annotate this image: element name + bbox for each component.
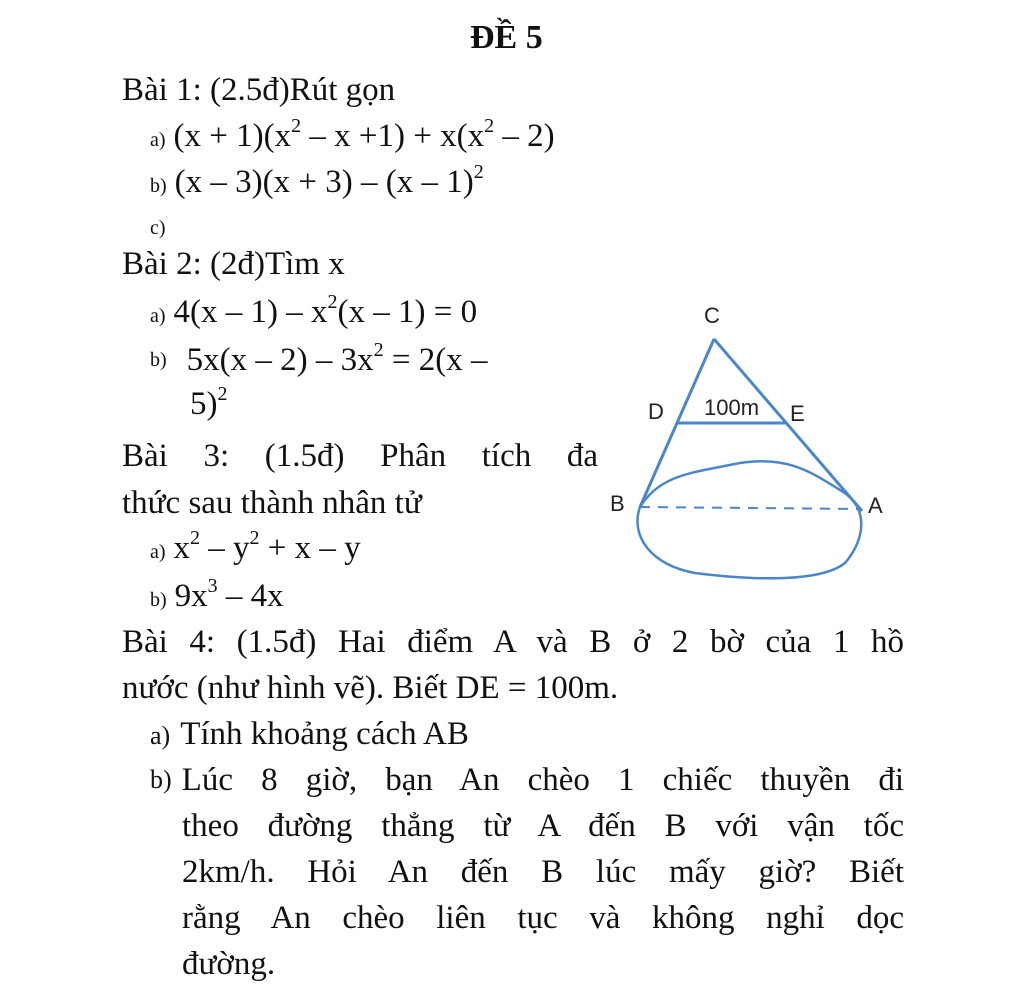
- bai3-a: [150, 528, 361, 572]
- bai2-heading: Bài 2: (2đ)Tìm x: [122, 246, 345, 282]
- bai2-a-sup: 2: [327, 291, 338, 313]
- bai1-a-sup: 2: [291, 115, 302, 137]
- bai1-a-part: – 2): [494, 118, 555, 154]
- bai2-b-expr: [187, 340, 605, 380]
- bai2-b-part: $5x(x - 2) - 3x^2 = 2(x$ –: [186, 339, 488, 378]
- bai3-b: [150, 576, 284, 620]
- bai2-b-label: b): [150, 349, 167, 371]
- bai2-b-sup: 2: [217, 383, 228, 405]
- bai1-c-label: c): [150, 217, 166, 239]
- bai1-b-part: (x – 3)(x + 3) – (x – 1): [174, 164, 474, 200]
- label-b: B: [610, 491, 625, 516]
- page-title: ĐỀ 5: [470, 19, 543, 56]
- bai4-b-line5: đường.: [182, 946, 276, 982]
- bai3-a-sup: 2: [190, 527, 201, 549]
- bai4-b-label: b): [150, 765, 172, 794]
- bai2-a: [150, 292, 477, 336]
- bai4-line1: Bài 4: (1.5đ) Hai điểm A và B ở 2 bờ của 1 hồ: [122, 624, 904, 660]
- bai4-b-line4: rằng An chèo liên tục và không nghỉ dọc: [182, 900, 904, 936]
- bai3-a-label: a): [150, 541, 166, 563]
- label-e: E: [790, 401, 805, 426]
- label-a: A: [868, 493, 883, 518]
- bai4-b-line3: 2km/h. Hỏi An đến B lúc mấy giờ? Biết: [182, 854, 904, 890]
- bai1-a-label: a): [150, 129, 166, 151]
- bai1-b-label: b): [150, 175, 167, 197]
- bai3-a-part: + x – y: [259, 530, 361, 566]
- bai2-a-part: (x – 1) = 0: [337, 294, 478, 330]
- side-ca: [714, 339, 862, 511]
- bai4-a-text: Tính khoảng cách AB: [180, 716, 469, 752]
- bai4-b-line2: theo đường thẳng từ A đến B với vận tốc: [182, 808, 904, 844]
- bai3-line2: thức sau thành nhân tử: [122, 485, 422, 521]
- bai3-line1: Bài 3: (1.5đ) Phân tích đa: [122, 438, 598, 474]
- bai1-a-part: (x + 1)(x: [173, 118, 292, 154]
- bai3-a-part: x: [173, 530, 191, 566]
- bai1-b-sup: 2: [473, 161, 484, 183]
- bai2-b-line1: [150, 340, 605, 380]
- bai3-b-part: 9x: [174, 578, 208, 614]
- bai3-a-part: – y: [200, 530, 250, 566]
- label-de-length: 100m: [704, 395, 760, 420]
- bai3-a-sup: 2: [249, 527, 260, 549]
- bai2-b-part: 5): [190, 386, 218, 422]
- bai3-b-sup: 3: [207, 575, 218, 597]
- bai2-b-line2: [190, 384, 228, 424]
- bai3-b-part: – 4x: [217, 578, 284, 614]
- bai4-b-line1: [150, 760, 904, 800]
- bai4-a: [150, 714, 469, 756]
- bai1-c: [150, 204, 174, 248]
- segment-ba-dashed: [640, 507, 862, 509]
- bai1-a-sup: 2: [484, 115, 495, 137]
- label-c: C: [704, 303, 720, 328]
- label-d: D: [648, 399, 664, 424]
- bai1-b: [150, 162, 484, 206]
- lake-outline: [637, 461, 861, 578]
- bai4-b-text: Lúc 8 giờ, bạn An chèo 1 chiếc thuyền đi: [181, 762, 904, 798]
- bai3-b-label: b): [150, 589, 167, 611]
- bai4-a-label: a): [150, 721, 171, 750]
- bai1-a: [150, 116, 555, 160]
- bai2-a-label: a): [150, 305, 166, 327]
- bai2-a-part: 4(x – 1) – x: [173, 294, 328, 330]
- lake-triangle-figure: [600, 295, 900, 585]
- bai1-heading: Bài 1: (2.5đ)Rút gọn: [122, 72, 396, 108]
- bai4-line2: nước (như hình vẽ). Biết DE = 100m.: [122, 670, 619, 706]
- bai1-a-part: – x +1) + x(x: [301, 118, 485, 154]
